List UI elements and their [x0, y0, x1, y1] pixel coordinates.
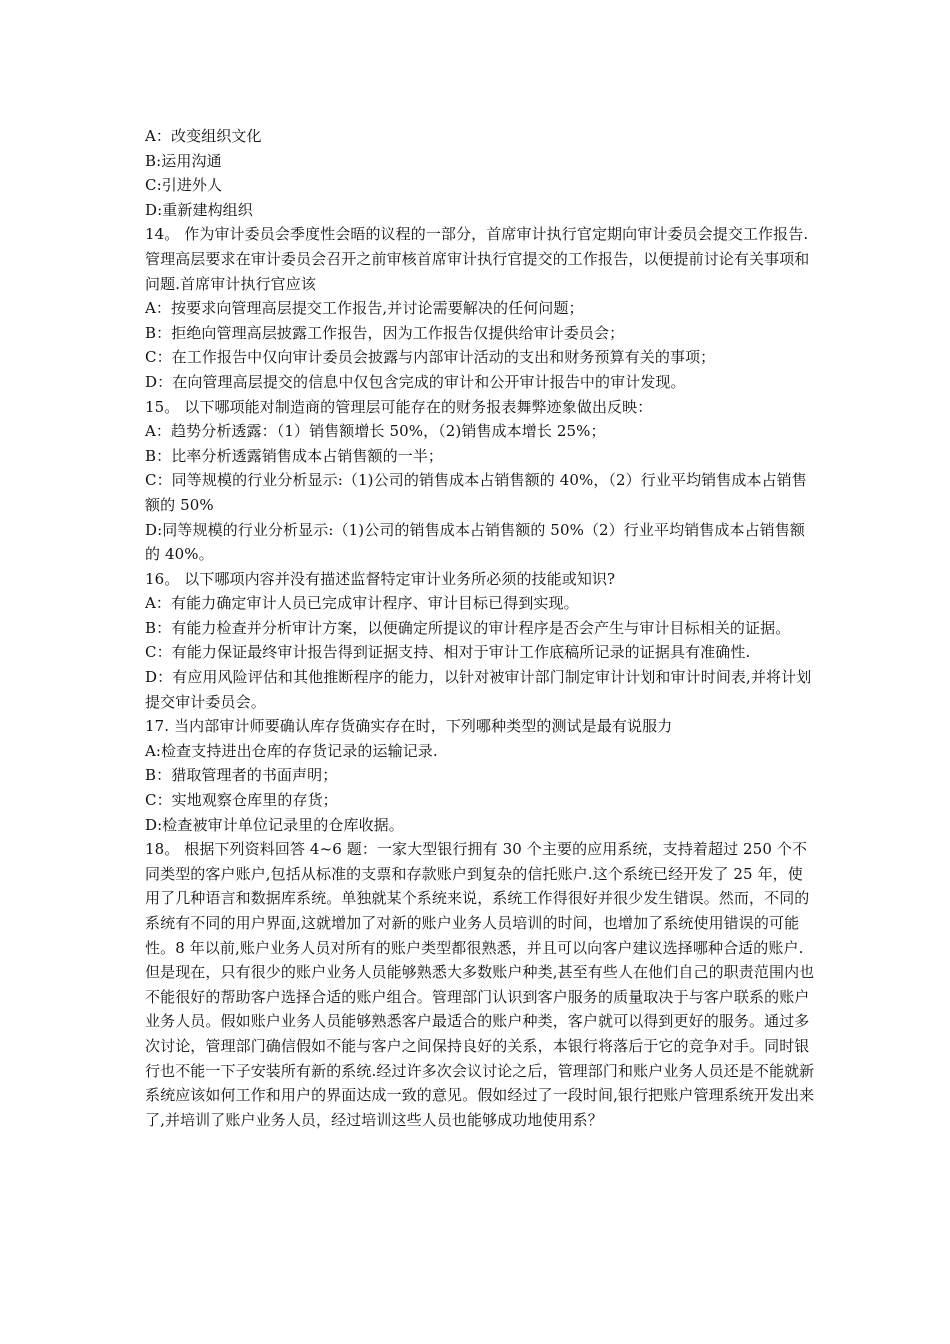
- option-c-q15: C：同等规模的行业分析显示:（1)公司的销售成本占销售额的 40%，（2）行业平均销售成本占销售额的 50%: [145, 471, 807, 514]
- option-c-q17: C：实地观察仓库里的存货；: [145, 791, 338, 810]
- option-b-q14: B：拒绝向管理高层披露工作报告，因为工作报告仅提供给审计委员会；: [145, 323, 625, 342]
- option-a-q14: A：按要求向管理高层提交工作报告,并讨论需要解决的任何问题；: [145, 299, 584, 318]
- option-b-q17: B：猎取管理者的书面声明；: [145, 766, 338, 785]
- option-a-q15: A：趋势分析透露：（1）销售额增长 50%，（2)销售成本增长 25%；: [145, 422, 606, 441]
- question-17: 17. 当内部审计师要确认库存货确实存在时，下列哪种类型的测试是最有说服力: [145, 717, 673, 736]
- option-d-q15: D:同等规模的行业分析显示:（1)公司的销售成本占销售额的 50%（2）行业平均销售成本占销售额的 40%。: [145, 520, 805, 564]
- option-c-q16: C：有能力保证最终审计报告得到证据支持、相对于审计工作底稿所记录的证据具有准确性.: [145, 643, 751, 662]
- option-d-q17: D:检查被审计单位记录里的仓库收据。: [145, 815, 404, 834]
- option-a-q17: A:检查支持进出仓库的存货记录的运输记录.: [145, 741, 438, 760]
- question-14: 14。 作为审计委员会季度性会晤的议程的一部分，首席审计执行官定期向审计委员会提交工作报告.管理高层要求在审计委员会召开之前审核首席审计执行官提交的工作报告，以便提前讨论有关事项和问题.首席审计执行官应该: [145, 225, 810, 293]
- option-c-q14: C：在工作报告中仅向审计委员会披露与内部审计活动的支出和财务预算有关的事项；: [145, 348, 716, 367]
- option-a-q16: A：有能力确定审计人员已完成审计程序、审计目标已得到实现。: [145, 594, 579, 613]
- option-b-q13: B:运用沟通: [145, 151, 222, 170]
- option-b-q15: B：比率分析透露销售成本占销售额的一半；: [145, 446, 444, 465]
- question-15: 15。 以下哪项能对制造商的管理层可能存在的财务报表舞弊迹象做出反映：: [145, 397, 653, 416]
- option-c-q13: C:引进外人: [145, 176, 223, 195]
- question-16: 16。 以下哪项内容并没有描述监督特定审计业务所必须的技能或知识?: [145, 569, 616, 588]
- option-b-q16: B：有能力检查并分析审计方案，以便确定所提议的审计程序是否会产生与审计目标相关的证据。: [145, 618, 791, 637]
- question-18: 18。 根据下列资料回答 4~6 题：一家大型银行拥有 30 个主要的应用系统，支持着超过 250 个不同类型的客户账户,包括从标准的支票和存款账户到复杂的信托账户.这个系统已经开发了 25 年，使用了几种语言和数据库系统。单独就某个系统来说，系统工作得很好并很少发生错误。然而，不同的系统有不同的用户界面,这就增加了对新的账户业务人员培训的时间，也增加了系统使用错误的可能性。8 年以前,账户业务人员对所有的账户类型都很熟悉，并且可以向客户建议选择哪种合适的账户.但是现在，只有很少的账户业务人员能够熟悉大多数账户种类,甚至有些人在他们自己的职责范围内也不能很好的帮助客户选择合适的账户组合。管理部门认识到客户服务的质量取决于与客户联系的账户业务人员。假如账户业务人员能够熟悉客户最适合的账户种类，客户就可以得到更好的服务。通过多次讨论，管理部门确信假如不能与客户之间保持良好的关系，本银行将落后于它的竞争对手。同时银行也不能一下子安装所有新的系统.经过许多次会议讨论之后，管理部门和账户业务人员还是不能就新系统应该如何工作和用户的界面达成一致的意见。假如经过了一段时间,银行把账户管理系统开发出来了,并培训了账户业务人员，经过培训这些人员也能够成功地使用系？: [145, 840, 815, 1129]
- document-body: [145, 124, 815, 1132]
- option-d-q13: D:重新建构组织: [145, 200, 253, 219]
- option-d-q16: D：有应用风险评估和其他推断程序的能力，以针对被审计部门制定审计计划和审计时间表,并将计划提交审计委员会。: [145, 668, 812, 711]
- option-a-q13: A：改变组织文化: [145, 127, 262, 145]
- option-d-q14: D：在向管理高层提交的信息中仅包含完成的审计和公开审计报告中的审计发现。: [145, 372, 686, 391]
